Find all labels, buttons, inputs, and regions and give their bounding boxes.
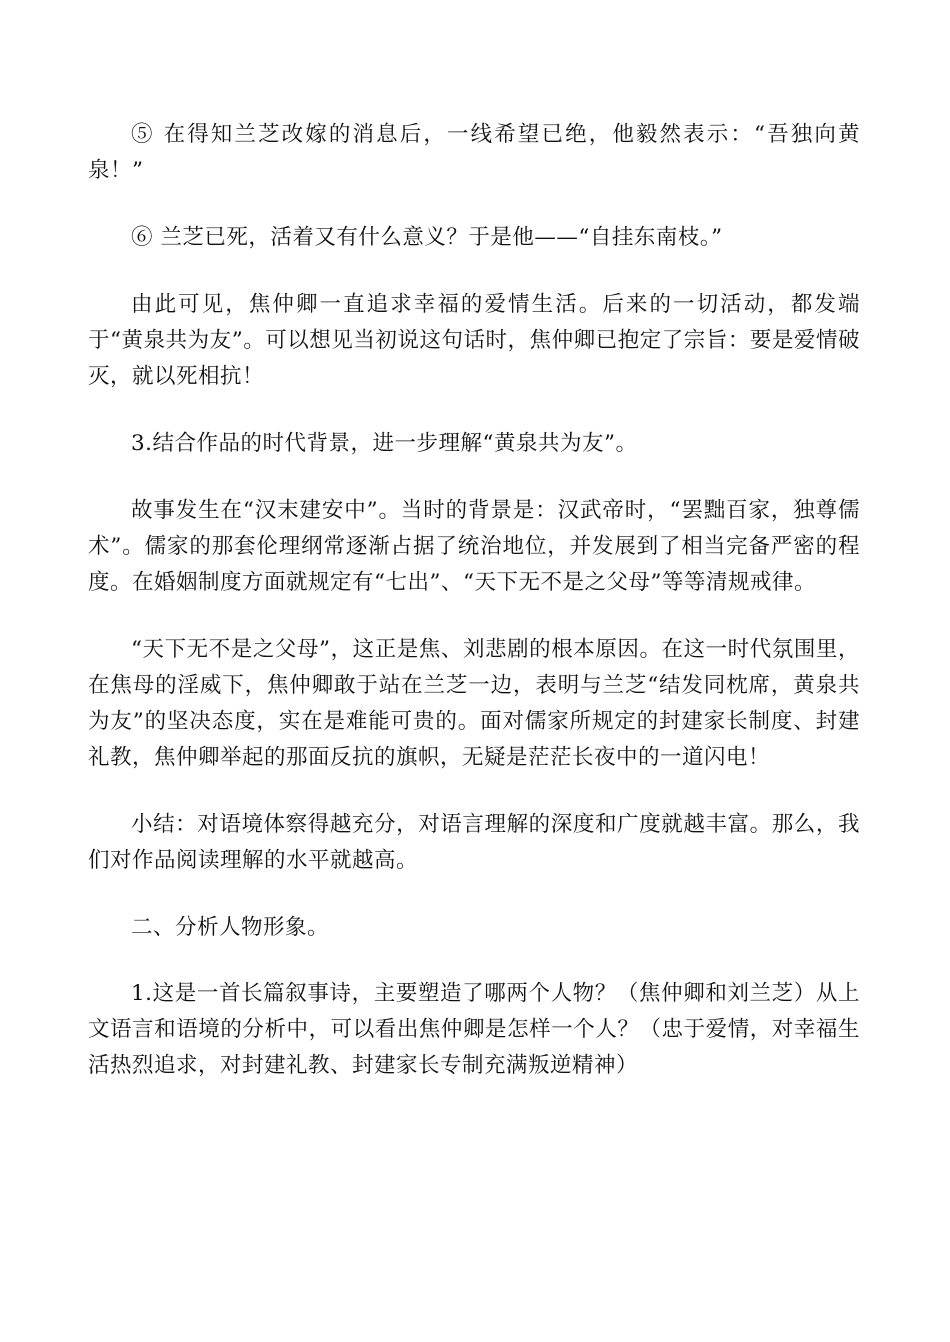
paragraph-summary: 小结：对语境体察得越充分，对语言理解的深度和广度就越丰富。那么，我们对作品阅读理解的水平就越高。 <box>88 812 860 873</box>
paragraph-item-6: ⑥ 兰芝已死，活着又有什么意义？于是他——“自挂东南枝。” <box>131 225 723 250</box>
document-body <box>88 117 860 1115</box>
paragraph-analysis: “天下无不是之父母”，这正是焦、刘悲剧的根本原因。在这一时代氛围里，在焦母的淫威下，焦仲卿敢于站在兰芝一边，表明与兰芝“结发同枕席，黄泉共为友”的坚决态度，实在是难能可贵的。面对儒家所规定的封建家长制度、封建礼教，焦仲卿举起的那面反抗的旗帜，无疑是茫茫长夜中的一道闪电！ <box>88 637 860 770</box>
section-heading-character-analysis: 二、分析人物形象。 <box>131 915 330 940</box>
paragraph-section-3: 3.结合作品的时代背景，进一步理解“黄泉共为友”。 <box>131 431 638 456</box>
paragraph-item-5: ⑤ 在得知兰芝改嫁的消息后，一线希望已绝，他毅然表示：“吾独向黄泉！” <box>88 122 860 183</box>
paragraph-question-1: 1.这是一首长篇叙事诗，主要塑造了哪两个人物？（焦仲卿和刘兰芝）从上文语言和语境的分析中，可以看出焦仲卿是怎样一个人？（忠于爱情，对幸福生活热烈追求，对封建礼教、封建家长专制充满叛逆精神） <box>88 981 860 1078</box>
paragraph-background: 故事发生在“汉末建安中”。当时的背景是：汉武帝时，“罢黜百家，独尊儒术”。儒家的那套伦理纲常逐渐占据了统治地位，并发展到了相当完备严密的程度。在婚姻制度方面就规定有“七出”、“天下无不是之父母”等等清规戒律。 <box>88 498 860 595</box>
paragraph-conclusion: 由此可见，焦仲卿一直追求幸福的爱情生活。后来的一切活动，都发端于“黄泉共为友”。可以想见当初说这句话时，焦仲卿已抱定了宗旨：要是爱情破灭，就以死相抗！ <box>88 292 860 389</box>
